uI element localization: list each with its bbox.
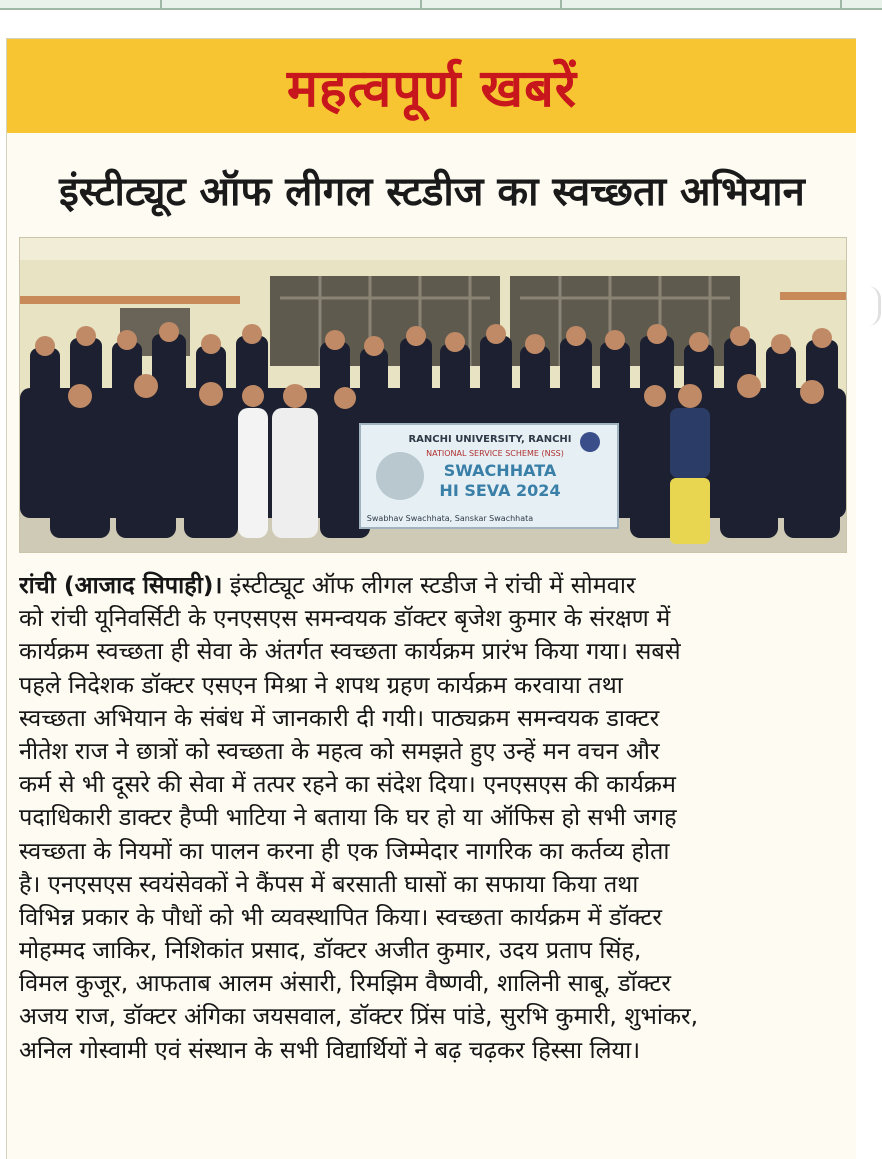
article-line: विमल कुजूर, आफताब आलम अंसारी, रिमझिम वैष्णवी, शालिनी साबू, डॉक्टर — [19, 969, 671, 998]
strip-divider — [560, 0, 562, 8]
article-line: अजय राज, डॉक्टर अंगिका जयसवाल, डॉक्टर प्रिंस पांडे, सुरभि कुमारी, शुभांकर, — [19, 1002, 699, 1031]
article-line-text: इंस्टीट्यूट ऑफ लीगल स्टडीज ने रांची में सोमवार — [222, 571, 636, 599]
article-body — [19, 569, 849, 1067]
headline-text: इंस्टीट्यूट ऑफ लीगल स्टडीज का स्वच्छता अभियान — [59, 168, 805, 215]
article-line: पहले निदेशक डॉक्टर एसएन मिश्रा ने शपथ ग्रहण कार्यक्रम करवाया तथा — [19, 670, 623, 699]
article-line: स्वच्छता अभियान के संबंध में जानकारी दी गयी। पाठ्यक्रम समन्वयक डाक्टर — [19, 703, 660, 732]
group-photo — [19, 237, 847, 553]
right-margin — [856, 38, 882, 1158]
article-line: पदाधिकारी डाक्टर हैप्पी भाटिया ने बताया कि घर हो या ऑफिस हो सभी जगह — [19, 803, 677, 832]
photo-banner-line5: Swabhav Swachhata, Sanskar Swachhata — [366, 514, 534, 523]
article-line: नीतेश राज ने छात्रों को स्वच्छता के महत्व को समझते हुए उन्हें मन वचन और — [19, 736, 660, 765]
section-banner-title: महत्वपूर्ण खबरें — [286, 58, 578, 119]
article-line: विभिन्न प्रकार के पौधों को भी व्यवस्थापित किया। स्वच्छता कार्यक्रम में डॉक्टर — [19, 902, 662, 931]
section-banner — [7, 39, 857, 133]
strip-divider — [160, 0, 162, 8]
article-line: मोहम्मद जाकिर, निशिकांत प्रसाद, डॉक्टर अजीत कुमार, उदय प्रताप सिंह, — [19, 936, 642, 965]
photo-banner-line4: HI SEVA 2024 — [439, 481, 561, 500]
headline — [7, 139, 857, 239]
article-line: को रांची यूनिवर्सिटी के एनएसएस समन्वयक डॉक्टर बृजेश कुमार के संरक्षण में — [19, 604, 671, 633]
top-strip — [0, 0, 882, 10]
article-line: कर्म से भी दूसरे की सेवा में तत्पर रहने का संदेश दिया। एनएसएस की कार्यक्रम — [19, 770, 676, 799]
photo-banner-line2: NATIONAL SERVICE SCHEME (NSS) — [426, 449, 564, 458]
strip-divider — [840, 0, 842, 8]
article-line — [19, 569, 849, 602]
article-line: कार्यक्रम स्वच्छता ही सेवा के अंतर्गत स्वच्छता कार्यक्रम प्रारंभ किया गया। सबसे — [19, 637, 681, 666]
article-line: है। एनएसएस स्वयंसेवकों ने कैंपस में बरसाती घासों का सफाया किया तथा — [19, 869, 639, 898]
article-line: स्वच्छता के नियमों का पालन करना ही एक जिम्मेदार नागरिक का कर्तव्य होता — [19, 836, 670, 865]
photo-banner-line1: RANCHI UNIVERSITY, RANCHI — [408, 434, 572, 445]
news-clipping — [6, 38, 857, 1159]
dateline: रांची (आजाद सिपाही)। — [19, 571, 223, 599]
article-line: अनिल गोस्वामी एवं संस्थान के सभी विद्यार्थियों ने बढ़ चढ़कर हिस्सा लिया। — [19, 1035, 641, 1064]
strip-divider — [420, 0, 422, 8]
photo-banner-line3: SWACHHATA — [443, 461, 557, 480]
group-photo-illustration — [20, 238, 846, 552]
